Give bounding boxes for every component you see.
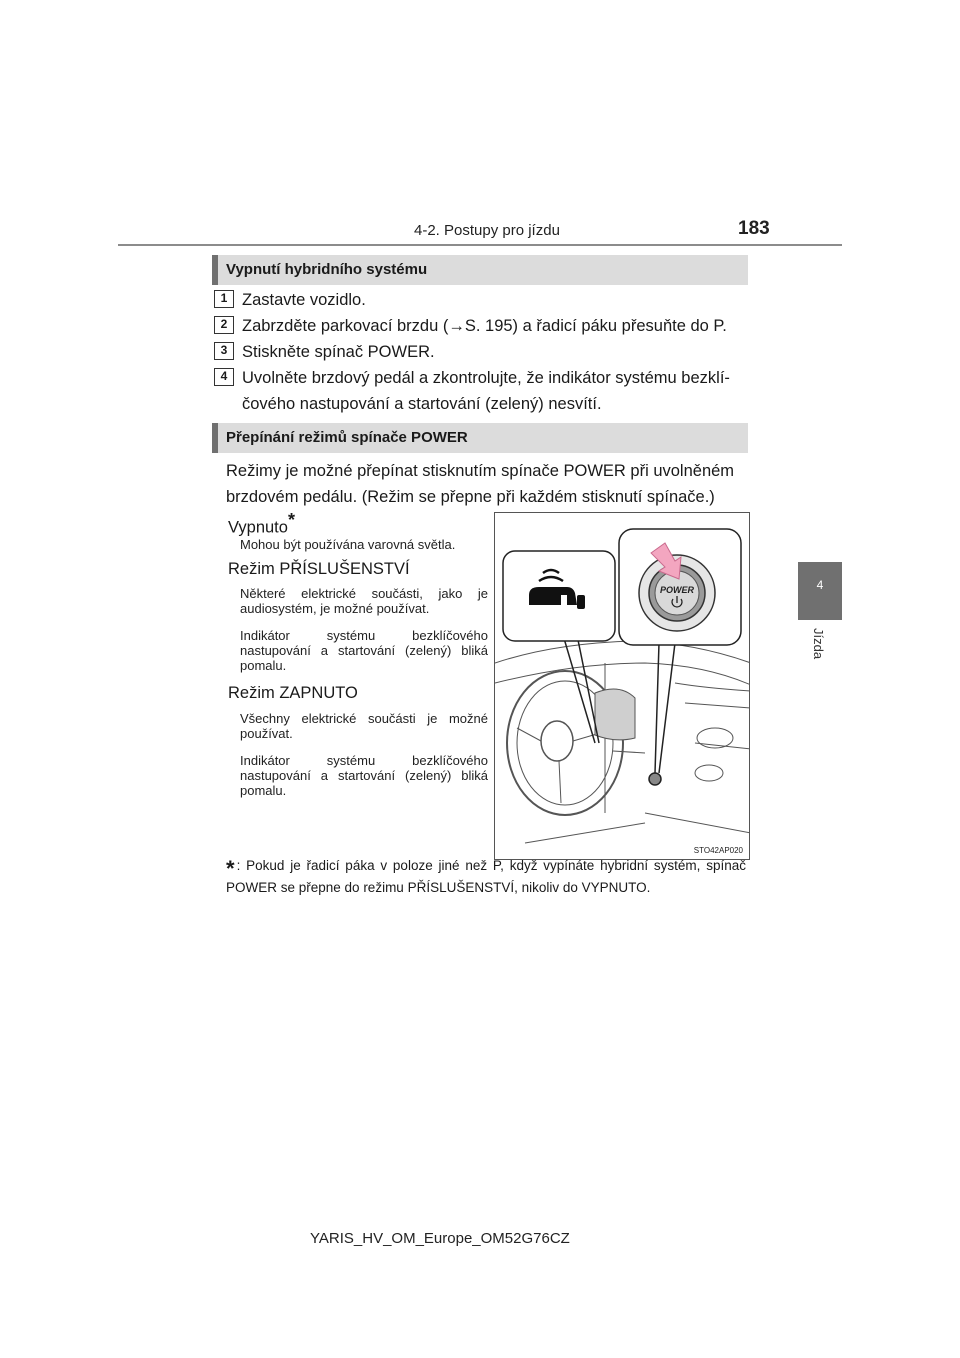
- step-text-2: Zabrzděte parkovací brzdu (→S. 195) a řadicí páku přesuňte do P.: [242, 317, 727, 335]
- step-text-1: Zastavte vozidlo.: [242, 291, 366, 309]
- dashboard-drawing: [495, 513, 750, 860]
- document-id: YARIS_HV_OM_Europe_OM52G76CZ: [310, 1230, 570, 1247]
- power-button-label: POWER: [659, 585, 695, 595]
- header-rule: [118, 244, 842, 246]
- modes-intro-line1: Režimy je možné přepínat stisknutím spínače POWER při uvolněném: [226, 462, 735, 480]
- step-text-3: Stiskněte spínač POWER.: [242, 343, 435, 361]
- mode-desc-accessory-2: Indikátor systému bezklíčového nastupování a startování (zelený) bliká pomalu.: [240, 628, 488, 673]
- power-switch-illustration: [494, 512, 750, 860]
- power-button-callout: [619, 529, 741, 773]
- step-text-4-line1: Uvolněte brzdový pedál a zkontrolujte, že indikátor systému bezklí-: [242, 369, 730, 387]
- footnote-text: : Pokud je řadicí páka v poloze jiné než P, když vypínáte hybridní systém, spínač POWER se přepne do režimu PŘÍSLUŠENSTVÍ, nikoliv do VYPNUTO.: [226, 858, 746, 895]
- chapter-number: 4: [816, 578, 824, 592]
- mode-desc-on-2: Indikátor systému bezklíčového nastupování a startování (zelený) bliká pomalu.: [240, 753, 488, 798]
- mode-title-accessory: Režim PŘÍSLUŠENSTVÍ: [228, 560, 410, 578]
- modes-intro-line2: brzdovém pedálu. (Režim se přepne při každém stisknutí spínače.): [226, 488, 715, 506]
- footnote: [226, 856, 746, 897]
- heading-bar: [212, 255, 218, 285]
- step-text-4-line2: čového nastupování a startování (zelený) nesvítí.: [242, 395, 602, 413]
- mode-desc-off: Mohou být používána varovná světla.: [240, 537, 456, 552]
- step-number-1: 1: [214, 290, 234, 308]
- mode-desc-on-1: Všechny elektrické součásti je možné používat.: [240, 711, 488, 741]
- section-heading-shutdown: Vypnutí hybridního systému: [212, 255, 748, 285]
- step-number-2: 2: [214, 316, 234, 334]
- mode-desc-accessory-1: Některé elektrické součásti, jako je audiosystém, je možné používat.: [240, 586, 488, 616]
- mode-title-on: Režim ZAPNUTO: [228, 684, 358, 702]
- running-header-section: 4-2. Postupy pro jízdu: [414, 222, 560, 239]
- heading-bar: [212, 423, 218, 453]
- step-number-3: 3: [214, 342, 234, 360]
- asterisk-marker: *: [287, 510, 295, 530]
- figure-code: STO42AP020: [693, 846, 743, 855]
- mode-title-off: Vypnuto*: [228, 510, 295, 537]
- step-number-4: 4: [214, 368, 234, 386]
- page-number: 183: [738, 218, 770, 239]
- chapter-label: Jízda: [811, 628, 826, 660]
- section-heading-modes: Přepínání režimů spínače POWER: [212, 423, 748, 453]
- footnote-marker: *: [226, 856, 235, 881]
